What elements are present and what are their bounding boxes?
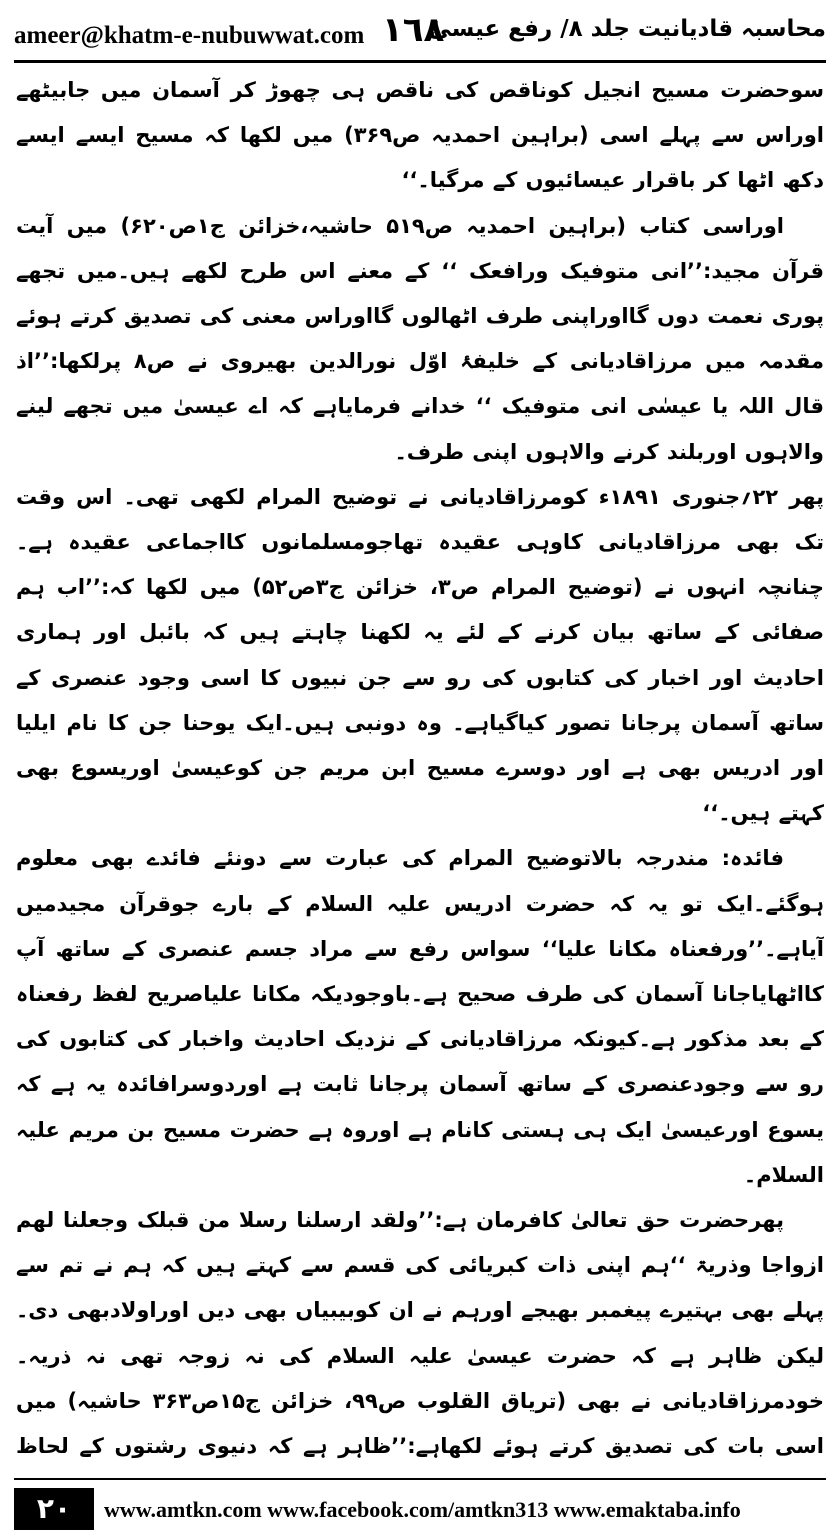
footer-page-number: ۲۰ [14,1488,94,1530]
paragraph-3 [16,475,824,837]
text-run: اوراسی کتاب (براہین احمدیہ ص۵۱۹ حاشیہ،خزائن ج۱ص۶۲۰) میں آیت قرآن مجید:’’ [16,213,824,283]
arabic-quote: انی متوفیک ورافعک [469,258,688,283]
text-run: فائدہ: مندرجہ بالاتوضیح المرام کی عبارت سے دونئے فائدے بھی معلوم ہوگئے۔ایک تو یہ کہ حضرت ادریس علیہ السلام کے بارے جوقرآن مجیدمیں آیاہے۔’’ [16,846,824,961]
text-run: ‘‘ سواس رفع سے مراد جسم عنصری کے ساتھ آپ کااٹھایاجانا آسمان کی طرف صحیح ہے۔باوجودیکہ مکانا علیاصریح لفظ رفعناہ کے بعد مذکور ہے۔کیونکہ مرزاقادیانی کے نزدیک احادیث واخبار کی کتابوں کی رو سے وجودعنصری کے ساتھ آسمان پرجانا ثابت ہے اوردوسرافائدہ یہ ہے کہ یسوع اورعیسیٰ ایک ہی ہستی کانام ہے اوروہ ہے حضرت مسیح بن مریم علیہ السلام۔ [16,936,824,1187]
text-run: ‘‘ کے معنے اس طرح لکھے ہیں۔میں تجھے پوری نعمت دوں گااوراپنی طرف اٹھالوں گااوراس معنی کی تصدیق کرتے ہوئے مقدمہ میں مرزاقادیانی کے خلیفۂ اوّل نورالدین بھیروی نے ص۸ پرلکھا:’’ [16,258,824,374]
footer-divider [14,1478,826,1480]
paragraph-1 [16,68,824,204]
page-number: ١٦٨ [382,10,445,50]
arabic-quote: ورفعناہ مکانا علیا [557,936,749,961]
page-footer [0,1476,840,1540]
arabic-quote: ولقد ارسلنا رسلا من قبلک وجعلنا لھم ازواجا وذریۃ [16,1208,824,1278]
paragraph-2 [16,204,824,475]
paragraph-4 [16,836,824,1198]
header-divider [14,60,826,63]
footer-links: www.amtkn.com www.facebook.com/amtkn313 www.emaktaba.info [104,1497,741,1522]
arabic-quote: اذ قال اللہ یا عیسٰی انی متوفیک [16,349,824,419]
text-run: پھر ۲۲؍جنوری ۱۸۹۱ء کومرزاقادیانی نے توضیح المرام لکھی تھی۔ اس وقت تک بھی مرزاقادیانی کاوہی عقیدہ تھاجومسلمانوں کااجماعی عقیدہ ہے۔چنانچہ انہوں نے (توضیح المرام ص۳، خزائن ج۳ص۵۲) میں لکھا کہ:’’اب ہم صفائی کے ساتھ بیان کرنے کے لئے یہ لکھنا چاہتے ہیں کہ بائبل اور ہماری احادیث اور اخبار کی کتابوں کی رو سے جن نبیوں کا اسی وجود عنصری کے ساتھ آسمان پرجانا تصور کیاگیاہے۔ وہ دونبی ہیں۔ایک یوحنا جن کا نام ایلیا اور ادریس بھی ہے اور دوسرے مسیح ابن مریم جن کوعیسیٰ اوریسوع بھی کہتے ہیں۔‘‘ [16,484,824,826]
header-email: ameer@khatm-e-nubuwwat.com [14,22,365,49]
book-title: محاسبہ قادیانیت جلد ۸/ رفع عیسیٰ [428,16,826,42]
document-body [16,68,824,1468]
page-header [0,0,840,62]
text-run: ‘‘ خدانے فرمایاہے کہ اے عیسیٰ میں تجھے لینے والاہوں اوربلند کرنے والاہوں اپنی طرف۔ [16,394,824,464]
text-run: ‘‘ہم اپنی ذات کبریائی کی قسم سے کہتے ہیں کہ ہم نے تم سے پہلے بھی بہتیرے پیغمبر بھیجے اورہم نے ان کوبیبیاں بھی دیں اوراولادبھی دی۔لیکن ظاہر ہے کہ حضرت عیسیٰ علیہ السلام کی نہ زوجہ تھی نہ ذریہ۔خودمرزاقادیانی نے بھی (تریاق القلوب ص۹۹، خزائن ج۱۵ص۳۶۳ حاشیہ) میں اسی بات کی تصدیق کرتے ہوئے لکھاہے:’’ظاہر ہے کہ دنیوی رشتوں کے لحاظ [16,1253,824,1459]
text-run: سوحضرت مسیح انجیل کوناقص کی ناقص ہی چھوڑ کر آسمان میں جابیٹھے اوراس سے پہلے اسی (براہین احمدیہ ص۳۶۹) میں لکھا کہ مسیح ایسے ایسے دکھ اٹھا کر باقرار عیسائیوں کے مرگیا۔‘‘ [16,78,824,193]
paragraph-5 [16,1198,824,1468]
text-run: پھرحضرت حق تعالیٰ کافرمان ہے:’’ [418,1208,784,1233]
